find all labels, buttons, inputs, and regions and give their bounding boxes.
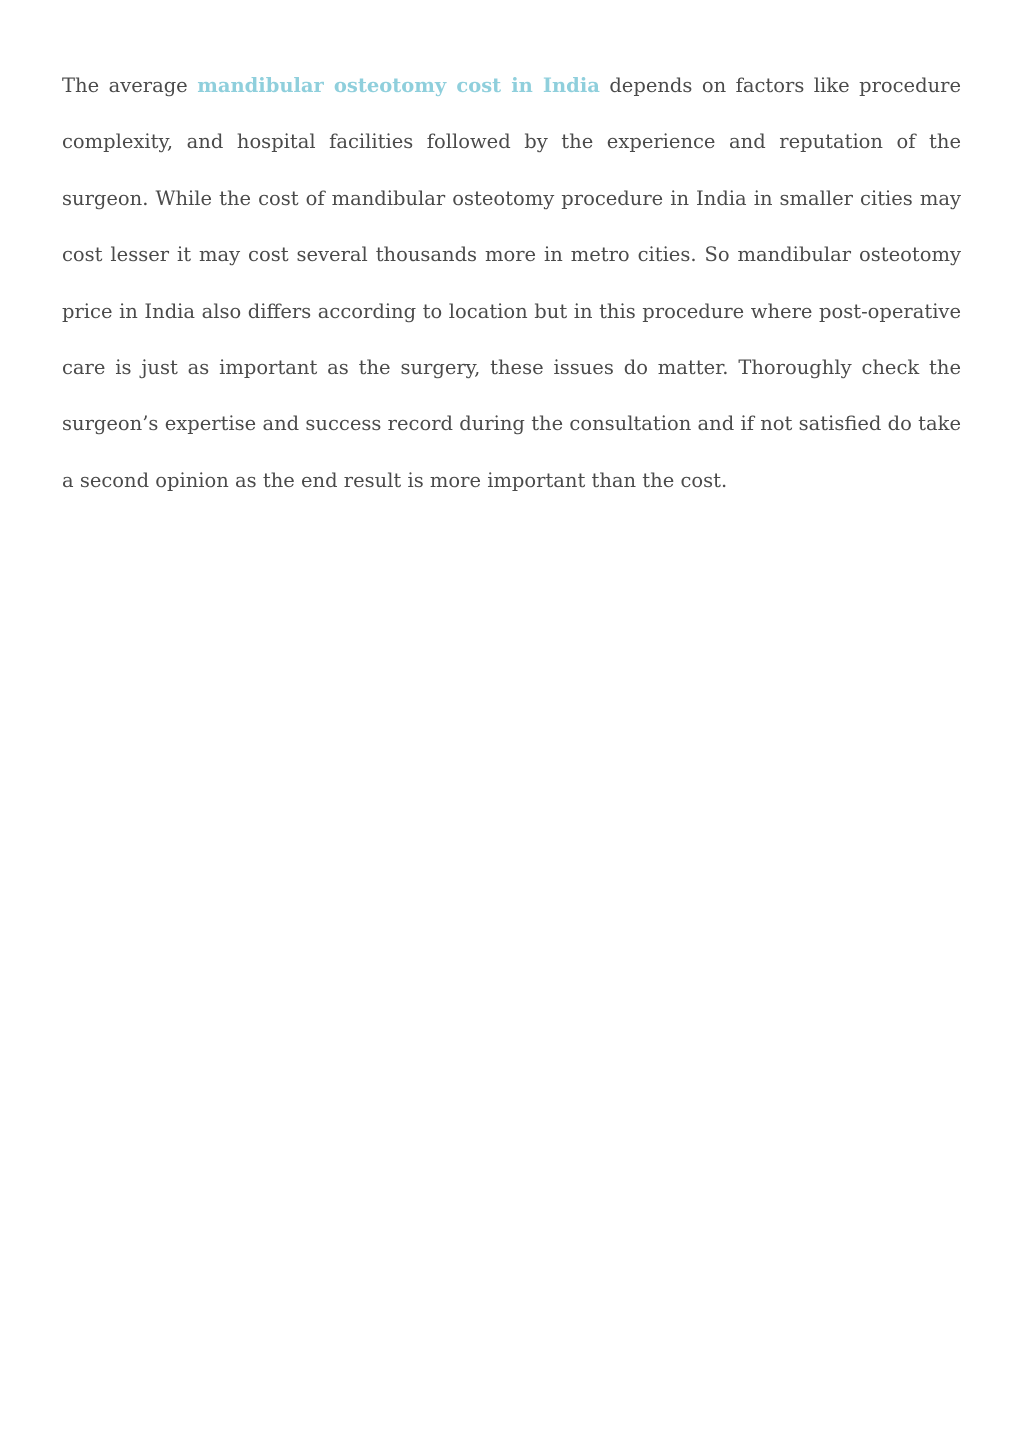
paragraph-body-text: depends on factors like procedure complexity, and hospital facilities followed by the experience and reputation of the surgeon. While the cost of mandibular osteotomy procedure in India in smaller cities may cost lesser it may cost several thousands more in metro cities. So mandibular osteotomy price in India also differs according to location but in this procedure where post-operative care is just as important as the surgery, these issues do matter. Thoroughly check the surgeon’s expertise and success record during the consultation and if not satisfied do take a second opinion as the end result is more important than the cost. [62, 74, 961, 492]
mandibular-osteotomy-cost-link[interactable]: mandibular osteotomy cost in India [197, 74, 600, 97]
paragraph-lead-text: The average [62, 74, 198, 97]
body-paragraph [62, 58, 961, 509]
